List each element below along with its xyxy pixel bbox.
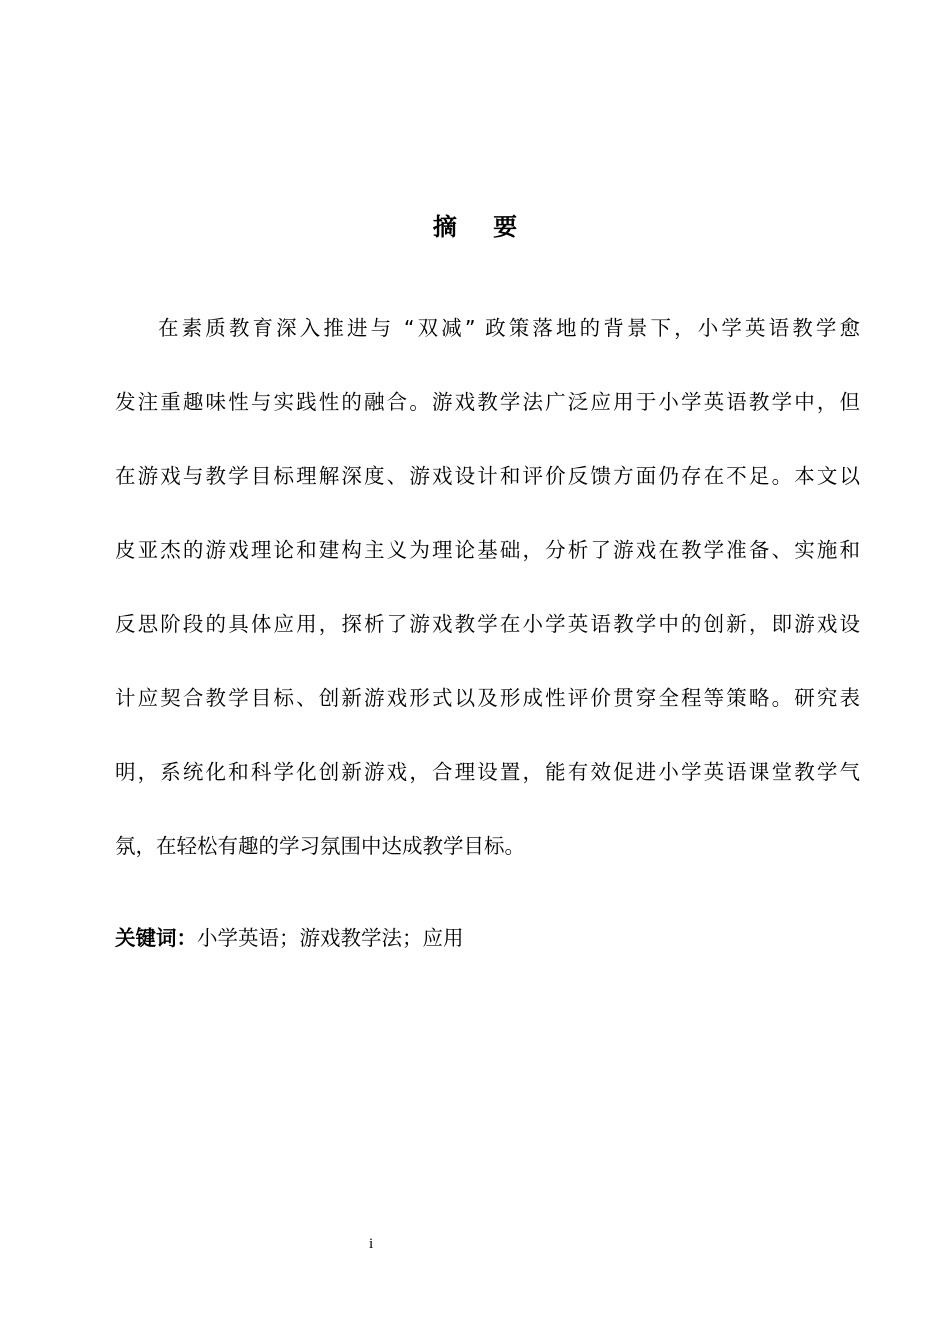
abstract-line: 明，系统化和科学化创新游戏，合理设置，能有效促进小学英语课堂教学气 <box>115 760 860 784</box>
abstract-line: 在游戏与教学目标理解深度、游戏设计和评价反馈方面仍存在不足。本文以 <box>115 464 860 488</box>
keywords-line <box>115 918 464 958</box>
abstract-line: 在素质教育深入推进与 “双减” 政策落地的背景下，小学英语教学愈 <box>158 316 860 340</box>
keywords-value: 小学英语；游戏教学法；应用 <box>197 926 464 950</box>
abstract-line: 皮亚杰的游戏理论和建构主义为理论基础，分析了游戏在教学准备、实施和 <box>115 538 860 562</box>
abstract-title: 摘 要 <box>432 213 532 241</box>
abstract-line: 氛，在轻松有趣的学习氛围中达成教学目标。 <box>115 834 525 858</box>
abstract-body <box>115 308 860 900</box>
keywords-label: 关键词： <box>115 926 197 950</box>
page-number: i <box>369 1236 374 1252</box>
abstract-line: 计应契合教学目标、创新游戏形式以及形成性评价贯穿全程等策略。研究表 <box>115 686 860 710</box>
abstract-line: 发注重趣味性与实践性的融合。游戏教学法广泛应用于小学英语教学中，但 <box>115 390 860 414</box>
abstract-line: 反思阶段的具体应用，探析了游戏教学在小学英语教学中的创新，即游戏设 <box>115 612 860 636</box>
